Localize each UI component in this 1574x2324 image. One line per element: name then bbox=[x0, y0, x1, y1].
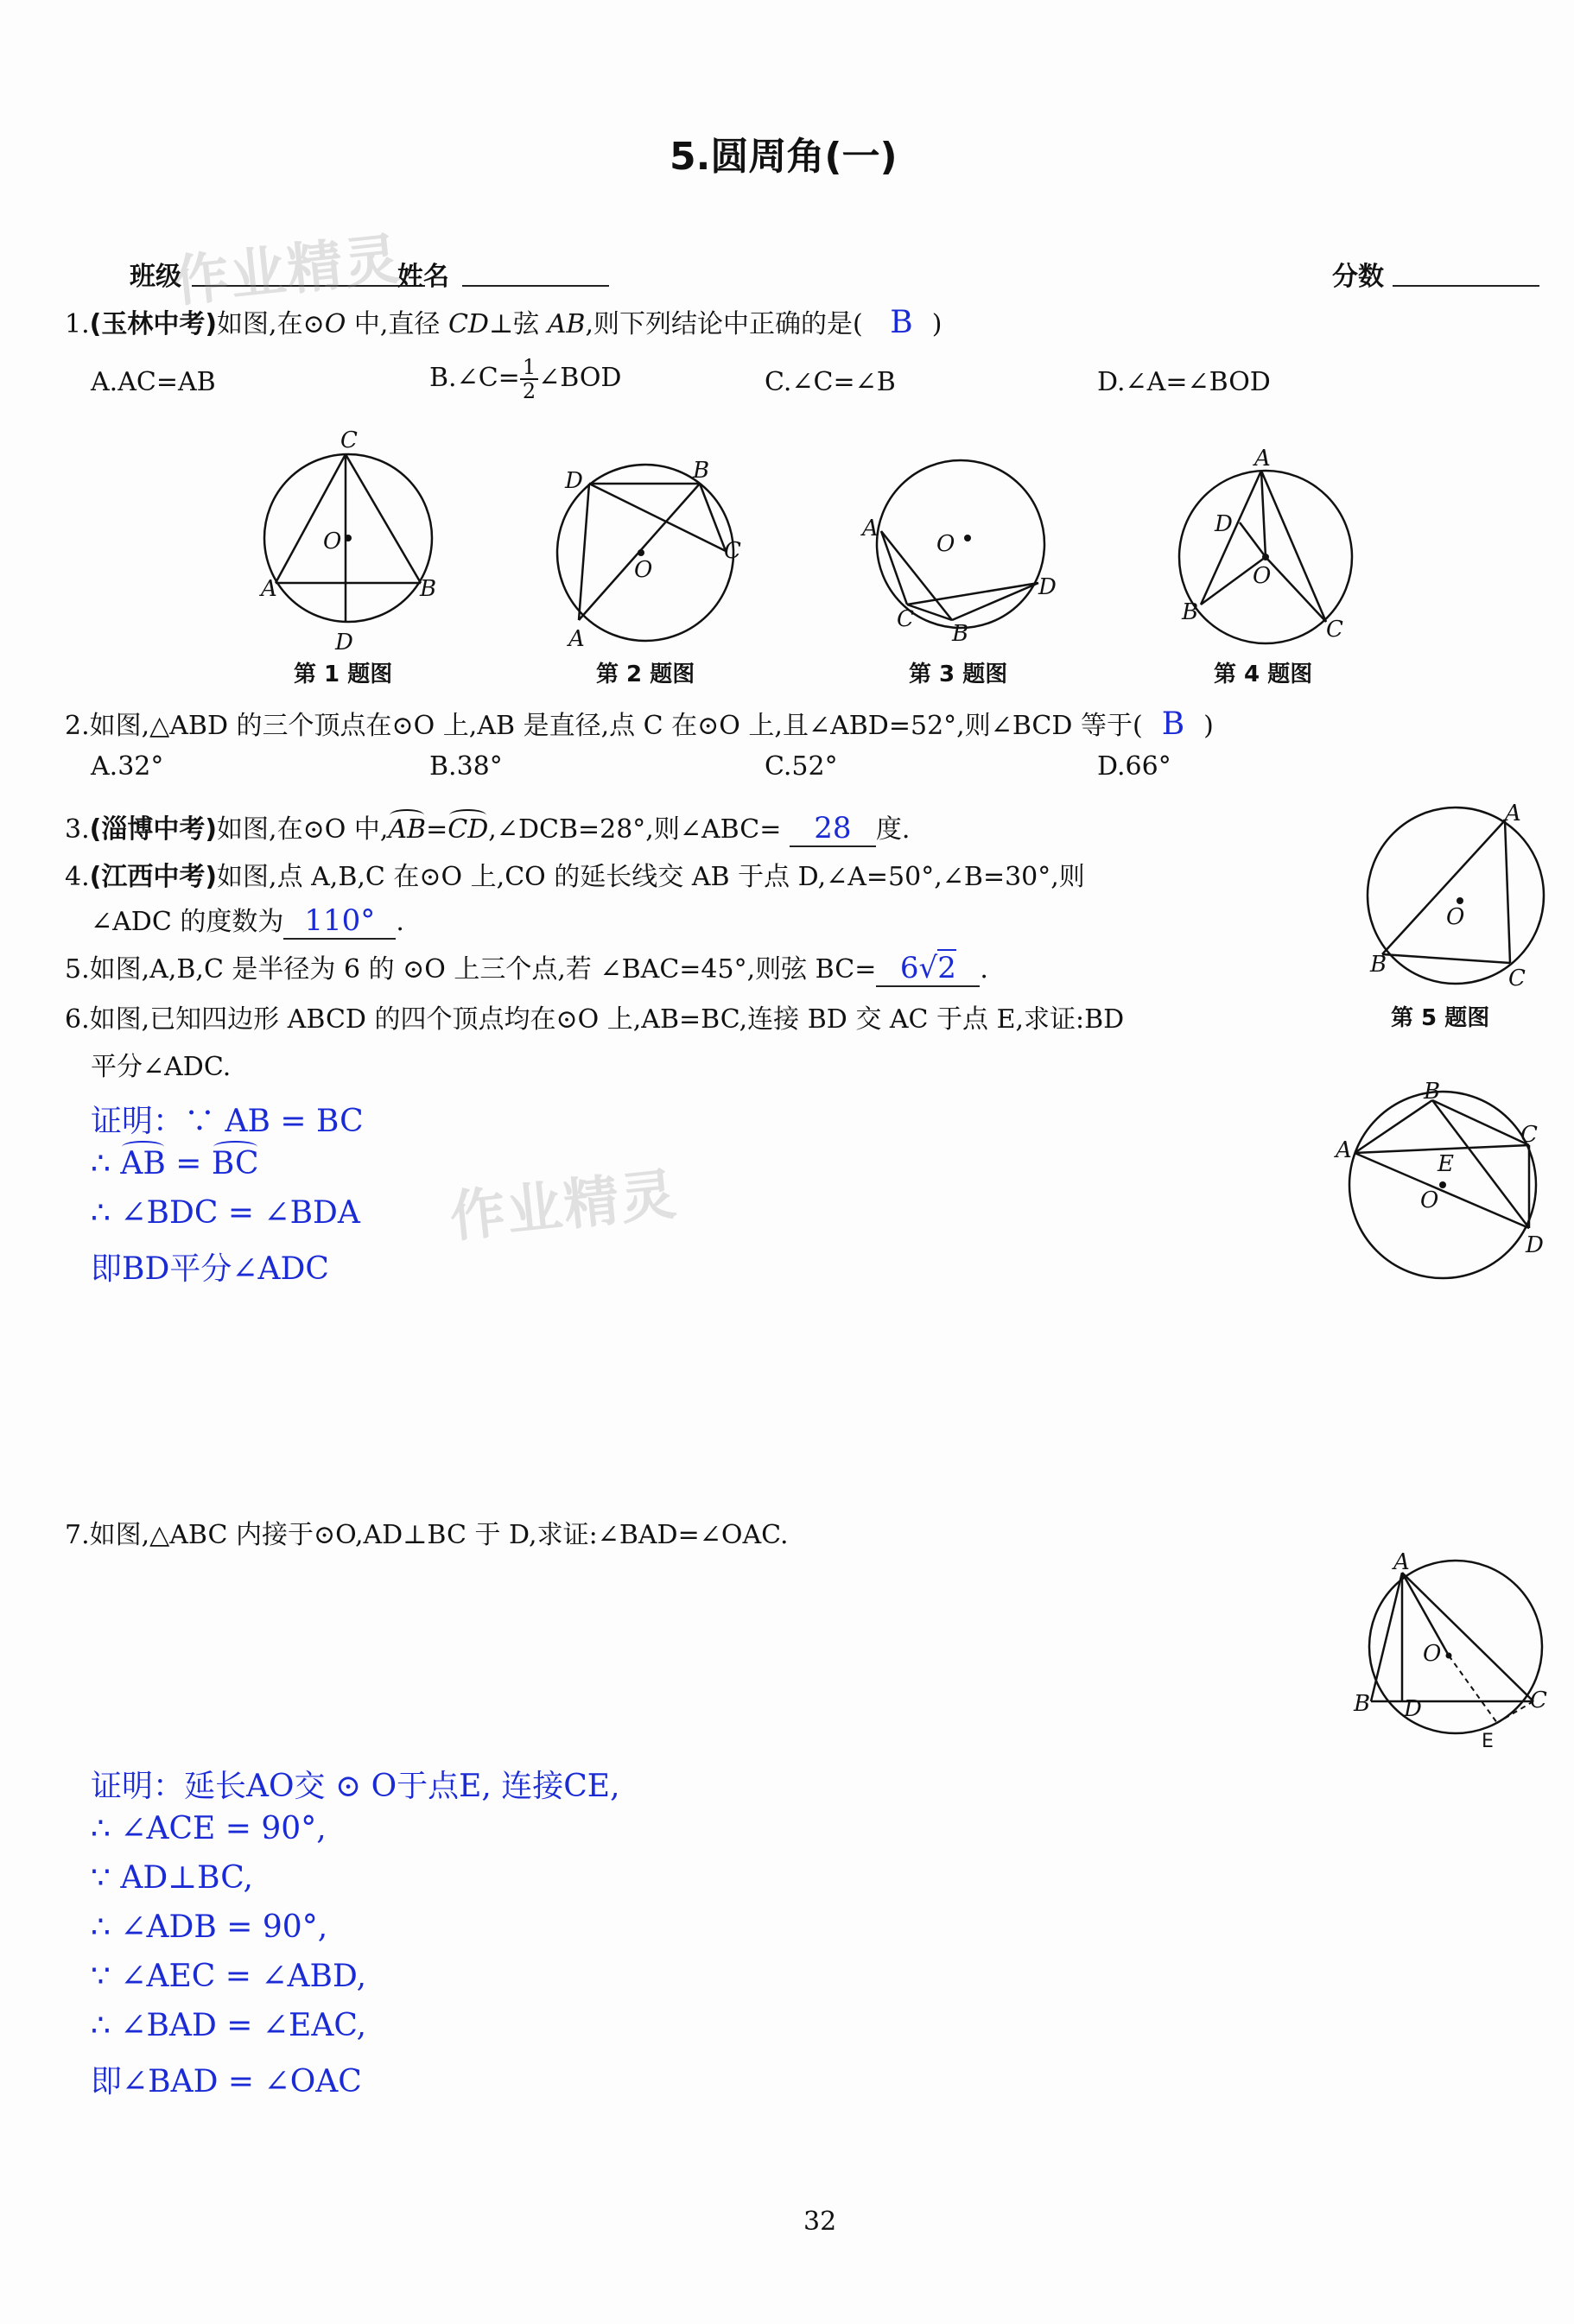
q6-line2: 平分∠ADC. bbox=[91, 1052, 232, 1082]
q7-proof-line4: ∴ ∠ADB = 90°, bbox=[91, 1909, 328, 1945]
fig6-label-b: B bbox=[1424, 1080, 1441, 1105]
q3-answer[interactable]: 28 bbox=[790, 811, 876, 847]
q7-proof-line1: 证明：延长AO交 ⊙ O于点E, 连接CE, bbox=[91, 1769, 620, 1804]
q6-line1: 6.如图,已知四边形 ABCD 的四个顶点均在⊙O 上,AB=BC,连接 BD 交 AC 于点 E,求证:BD bbox=[65, 1004, 1125, 1035]
q2-option-b: B.38° bbox=[429, 751, 503, 782]
watermark-middle: 作业精灵 bbox=[447, 1162, 681, 1251]
name-label: 姓名 bbox=[397, 262, 449, 292]
caption-4: 第 4 题图 bbox=[1214, 662, 1313, 687]
figure-3 bbox=[855, 449, 1063, 656]
q7-proof-line3: ∵ AD⊥BC, bbox=[91, 1860, 253, 1896]
fig6-label-e: E bbox=[1438, 1151, 1454, 1177]
q4-stem: 4.(江西中考)如图,点 A,B,C 在⊙O 上,CO 的延长线交 AB 于点 D,∠A=50°,∠B=30°,则 bbox=[65, 862, 1085, 892]
q7-proof-line5: ∵ ∠AEC = ∠ABD, bbox=[91, 1959, 367, 1994]
fig5-label-c: C bbox=[1508, 966, 1526, 991]
fig7-label-o: O bbox=[1423, 1641, 1442, 1667]
q4-line2: ∠ADC 的度数为 110° . bbox=[91, 903, 404, 938]
caption-1: 第 1 题图 bbox=[294, 662, 393, 687]
fig1-label-d: D bbox=[335, 630, 353, 655]
figure-5 bbox=[1356, 799, 1555, 997]
fig4-label-c: C bbox=[1326, 617, 1343, 643]
fig1-label-o: O bbox=[323, 529, 342, 554]
q1-stem: 1.(玉林中考)如图,在⊙O 中,直径 CD⊥弦 AB,则下列结论中正确的是( B ) bbox=[65, 305, 942, 340]
q6-proof-line3: ∴ ∠BDC = ∠BDA bbox=[91, 1195, 360, 1231]
q7-proof-line2: ∴ ∠ACE = 90°, bbox=[91, 1811, 327, 1846]
q6-proof-line1: 证明：∵ AB = BC bbox=[91, 1104, 364, 1139]
fig5-label-a: A bbox=[1505, 801, 1521, 826]
watermark-top: 作业精灵 bbox=[170, 227, 404, 315]
page-title: 5.圆周角(一) bbox=[670, 135, 898, 179]
fig1-label-b: B bbox=[420, 576, 437, 602]
q2-answer[interactable]: B bbox=[1161, 706, 1185, 742]
figure-7 bbox=[1352, 1550, 1551, 1757]
figure-1 bbox=[251, 423, 458, 656]
fig3-label-d: D bbox=[1038, 574, 1057, 600]
q6-proof-line2: ∴ AB = BC bbox=[91, 1146, 259, 1181]
fig3-label-a: A bbox=[862, 516, 879, 541]
q6-proof-line4: 即BD平分∠ADC bbox=[91, 1251, 329, 1287]
name-field[interactable] bbox=[462, 285, 609, 287]
fig4-label-o: O bbox=[1253, 563, 1272, 589]
fig3-label-c: C bbox=[897, 606, 914, 632]
fig1-label-c: C bbox=[340, 427, 358, 453]
q1-option-a: A.AC=AB bbox=[91, 367, 216, 397]
fig4-label-d: D bbox=[1215, 511, 1233, 537]
caption-3: 第 3 题图 bbox=[909, 662, 1008, 687]
fig7-label-b: B bbox=[1354, 1691, 1371, 1717]
fig7-label-c: C bbox=[1530, 1688, 1547, 1713]
fig6-label-d: D bbox=[1526, 1232, 1544, 1258]
q7-proof-line6: ∴ ∠BAD = ∠EAC, bbox=[91, 2008, 367, 2043]
q7-stem: 7.如图,△ABC 内接于⊙O,AD⊥BC 于 D,求证:∠BAD=∠OAC. bbox=[65, 1520, 789, 1550]
fig6-label-a: A bbox=[1336, 1137, 1352, 1163]
fig4-label-a: A bbox=[1254, 446, 1271, 472]
fig7-label-a: A bbox=[1393, 1550, 1410, 1575]
fig5-label-o: O bbox=[1446, 904, 1465, 930]
fig6-label-o: O bbox=[1420, 1187, 1439, 1213]
q2-option-d: D.66° bbox=[1097, 751, 1171, 782]
figure-2 bbox=[544, 458, 752, 656]
fig2-label-b: B bbox=[693, 458, 710, 484]
q1-option-c: C.∠C=∠B bbox=[765, 367, 896, 397]
figure-6 bbox=[1330, 1080, 1555, 1287]
fig1-label-a: A bbox=[261, 576, 277, 602]
fig2-label-c: C bbox=[724, 538, 741, 564]
q5-stem: 5.如图,A,B,C 是半径为 6 的 ⊙O 上三个点,若 ∠BAC=45°,则弦 BC= 6√2 . bbox=[65, 951, 988, 985]
q1-answer[interactable]: B bbox=[890, 305, 913, 340]
q1-option-b: B.∠C= $\frac{1}{2}$ ∠BOD bbox=[429, 355, 622, 403]
fig6-label-c: C bbox=[1520, 1122, 1538, 1148]
q2-option-c: C.52° bbox=[765, 751, 838, 782]
q1-option-d: D.∠A=∠BOD bbox=[1097, 367, 1271, 397]
figure-4 bbox=[1166, 445, 1374, 661]
score-field[interactable] bbox=[1393, 285, 1539, 287]
fig3-label-o: O bbox=[936, 531, 955, 557]
caption-5: 第 5 题图 bbox=[1391, 1005, 1490, 1031]
fig7-label-d: D bbox=[1404, 1696, 1422, 1722]
fig2-label-d: D bbox=[565, 468, 583, 494]
q4-answer[interactable]: 110° bbox=[283, 903, 396, 940]
fig7-label-e: E bbox=[1482, 1731, 1494, 1752]
score-label: 分数 bbox=[1332, 262, 1384, 292]
q2-stem: 2.如图,△ABD 的三个顶点在⊙O 上,AB 是直径,点 C 在⊙O 上,且∠ABD=52°,则∠BCD 等于( B ) bbox=[65, 706, 1214, 742]
fig4-label-b: B bbox=[1182, 599, 1199, 625]
fig5-label-b: B bbox=[1370, 952, 1387, 978]
q5-answer[interactable]: 6√2 bbox=[876, 951, 980, 987]
page-number: 32 bbox=[803, 2207, 837, 2237]
fig3-label-b: B bbox=[952, 621, 969, 647]
fig2-label-o: O bbox=[634, 557, 653, 583]
fig2-label-a: A bbox=[568, 626, 585, 652]
q3-stem: 3.(淄博中考)如图,在⊙O 中,AB=CD,∠DCB=28°,则∠ABC= 28 度. bbox=[65, 811, 911, 845]
q2-option-a: A.32° bbox=[91, 751, 164, 782]
class-label: 班级 bbox=[130, 262, 181, 292]
caption-2: 第 2 题图 bbox=[596, 662, 695, 687]
q7-proof-line7: 即∠BAD = ∠OAC bbox=[91, 2064, 362, 2099]
